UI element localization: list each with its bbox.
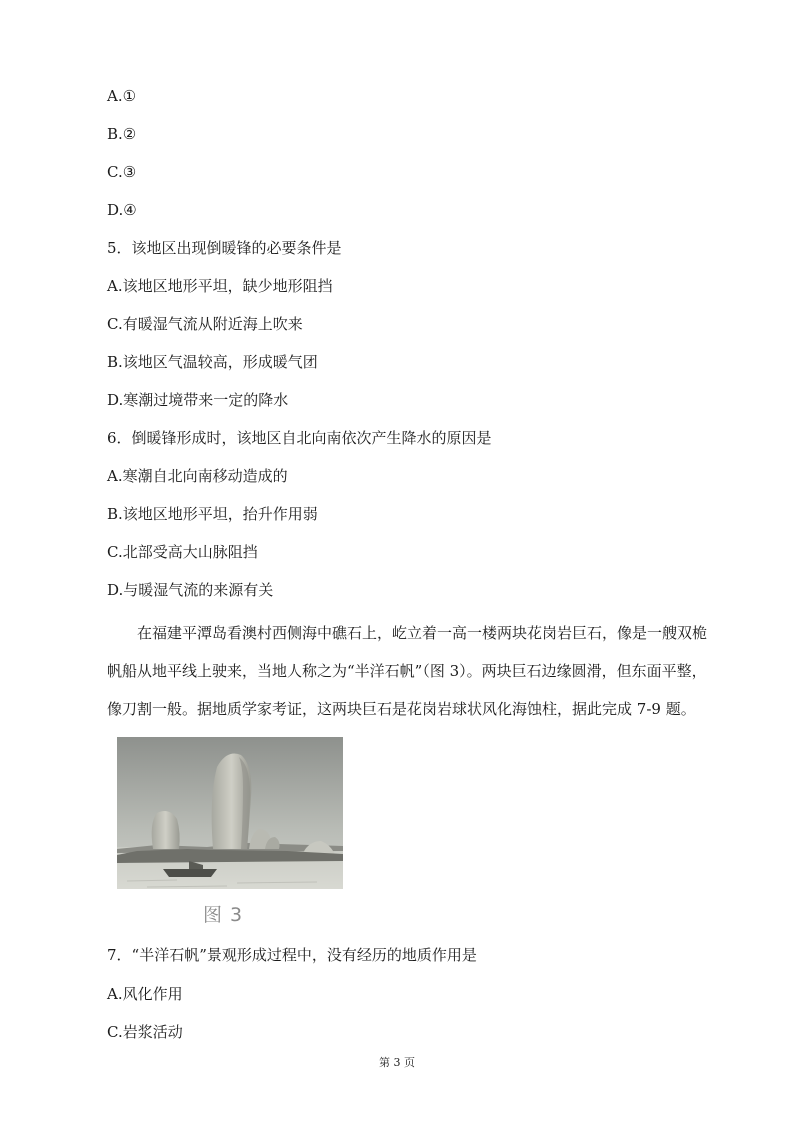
page-number: 第 3 页	[379, 1056, 415, 1069]
q7-option-c: C.岩浆活动	[107, 1023, 183, 1041]
q5-stem: 5．该地区出现倒暖锋的必要条件是	[107, 239, 342, 257]
q6-option-a: A.寒潮自北向南移动造成的	[107, 467, 288, 485]
q5-option-a: A.该地区地形平坦，缺少地形阻挡	[107, 277, 333, 295]
q4-option-b: B.②	[107, 125, 137, 143]
q7-stem: 7．“半洋石帆”景观形成过程中，没有经历的地质作用是	[107, 946, 477, 964]
q7-option-a: A.风化作用	[107, 985, 183, 1003]
q5-option-c: C.有暖湿气流从附近海上吹来	[107, 315, 303, 333]
photo-rock-sails-icon	[117, 737, 343, 889]
q6-stem: 6．倒暖锋形成时，该地区自北向南依次产生降水的原因是	[107, 429, 492, 447]
passage-line-1: 在福建平潭岛看澳村西侧海中礁石上，屹立着一高一楼两块花岗岩巨石，像是一艘双桅	[107, 624, 708, 642]
passage-line-2: 帆船从地平线上驶来，当地人称之为“半洋石帆”（图 3）。两块巨石边缘圆滑，但东面平整，	[107, 662, 707, 680]
figure-photo	[117, 737, 343, 889]
figure-caption: 图 3	[203, 904, 244, 926]
q6-option-c: C.北部受高大山脉阻挡	[107, 543, 258, 561]
q5-option-d: D.寒潮过境带来一定的降水	[107, 391, 289, 409]
passage-line-3: 像刀割一般。据地质学家考证，这两块巨石是花岗岩球状风化海蚀柱，据此完成 7-9 题。	[107, 700, 696, 718]
q4-option-a: A.①	[107, 87, 137, 105]
q4-option-c: C.③	[107, 163, 137, 181]
q6-option-b: B.该地区地形平坦，抬升作用弱	[107, 505, 318, 523]
q4-option-d: D.④	[107, 201, 137, 219]
q5-option-b: B.该地区气温较高，形成暖气团	[107, 353, 318, 371]
q6-option-d: D.与暖湿气流的来源有关	[107, 581, 274, 599]
